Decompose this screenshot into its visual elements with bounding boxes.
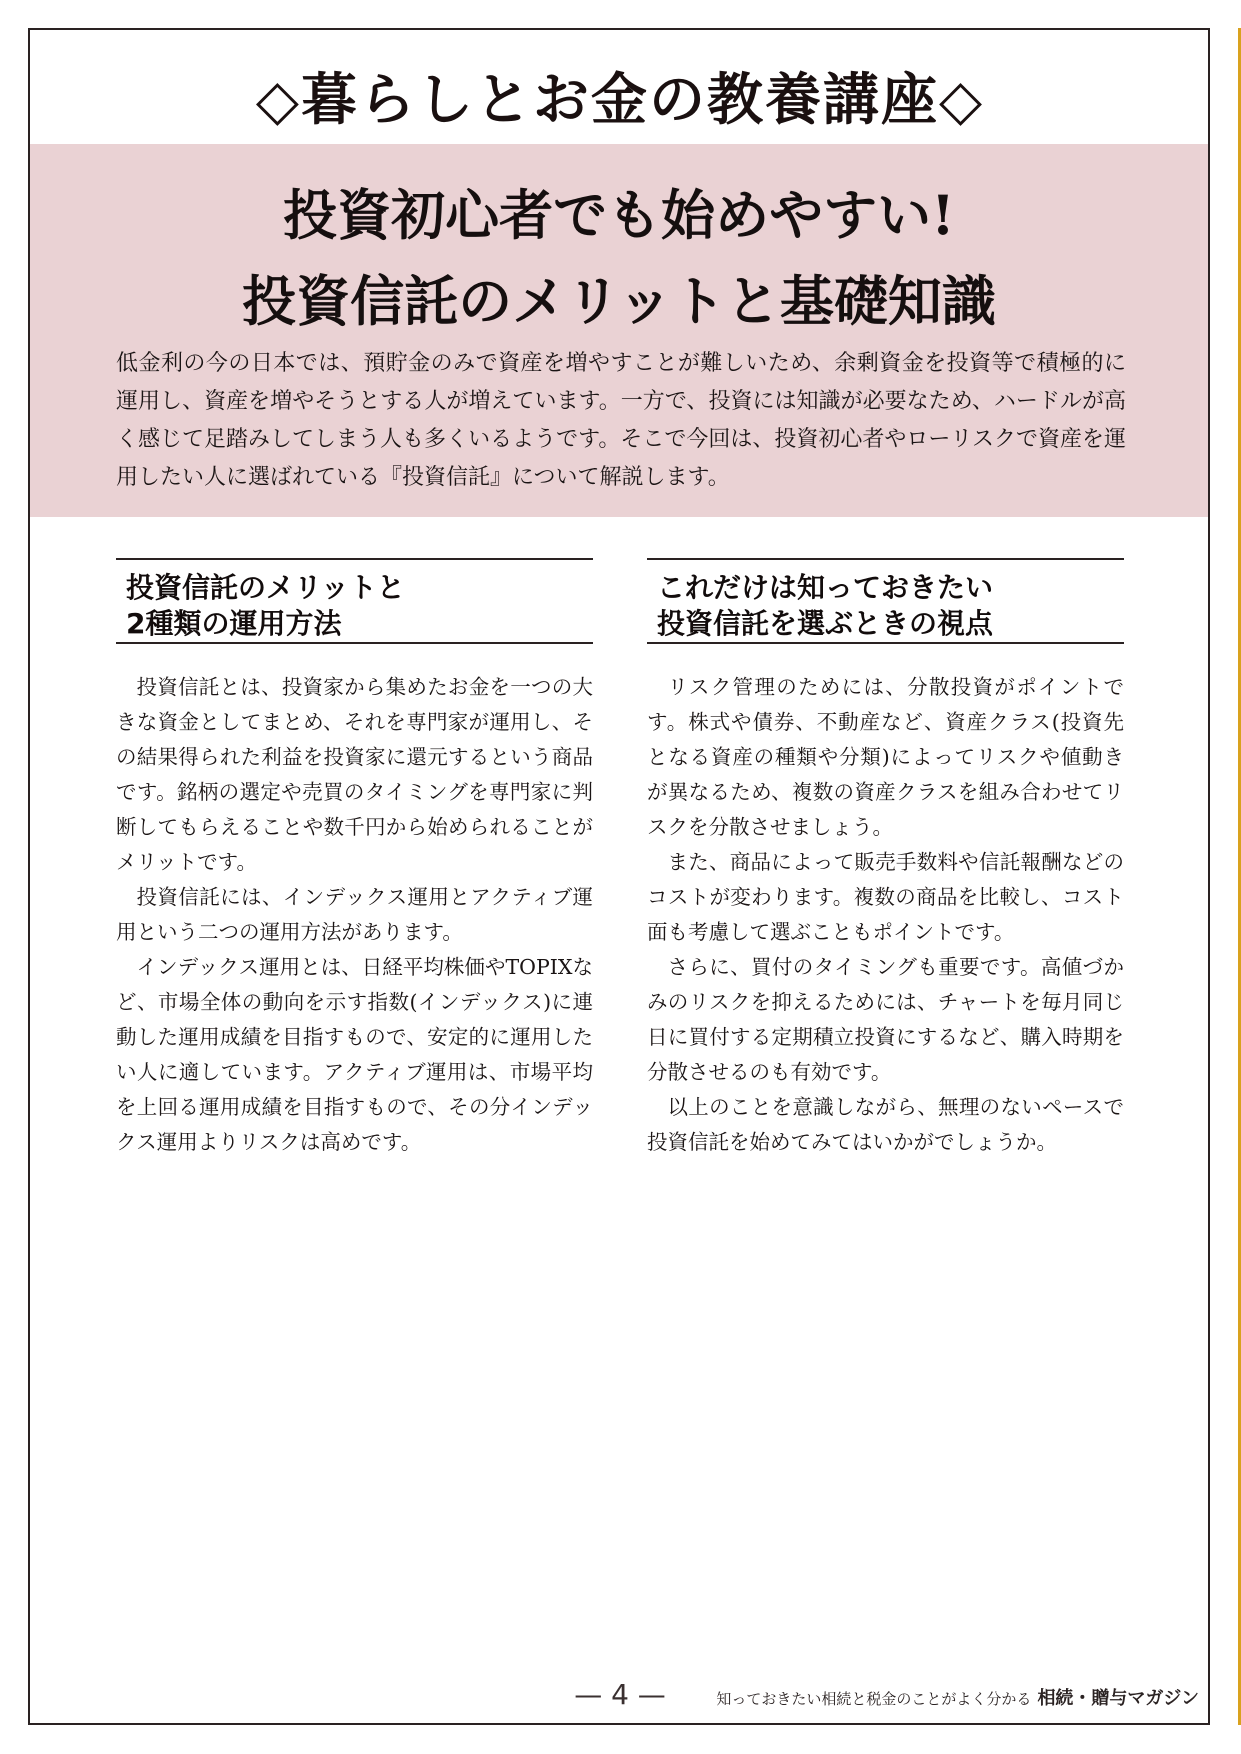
right-paragraph: リスク管理のためには、分散投資がポイントです。株式や債券、不動産など、資産クラス(投資先となる資産の種類や分類)によってリスクや値動きが異なるため、複数の資産クラスを組み合わせてリスクを分散させましょう。 [647, 675, 1124, 839]
right-heading-line-2: 投資信託を選ぶときの視点 [657, 607, 994, 640]
magazine-footer [716, 1684, 1199, 1710]
left-paragraph: 投資信託には、インデックス運用とアクティブ運用という二つの運用方法があります。 [116, 885, 593, 944]
right-column [647, 558, 1124, 1160]
right-heading-line-1: これだけは知っておきたい [657, 571, 994, 604]
headline-line-2: 投資信託のメリットと基礎知識 [242, 269, 996, 333]
left-paragraph: 投資信託とは、投資家から集めたお金を一つの大きな資金としてまとめ、それを専門家が運用し、その結果得られた利益を投資家に還元するという商品です。銘柄の選定や売買のタイミングを専門家に判断してもらえることや数千円から始められることがメリットです。 [116, 675, 593, 874]
left-paragraph: インデックス運用とは、日経平均株価やTOPIXなど、市場全体の動向を示す指数(インデックス)に連動した運用成績を目指すもので、安定的に運用したい人に適しています。アクティブ運用は、市場平均を上回る運用成績を目指すもので、その分インデックス運用よりリスクは高めです。 [116, 955, 593, 1154]
magazine-tagline: 知っておきたい相続と税金のことがよく分かる [716, 1690, 1032, 1708]
magazine-name: 相続・贈与マガジン [1037, 1688, 1199, 1709]
right-paragraph: さらに、買付のタイミングも重要です。高値づかみのリスクを抑えるためには、チャートを毎月同じ日に買付する定期積立投資にするなど、購入時期を分散させるのも有効です。 [647, 955, 1124, 1084]
series-title: ◇暮らしとお金の教養講座◇ [255, 68, 985, 133]
right-column-heading [647, 558, 1124, 644]
lead-paragraph: 低金利の今の日本では、預貯金のみで資産を増やすことが難しいため、余剰資金を投資等で積極的に運用し、資産を増やそうとする人が増えています。一方で、投資には知識が必要なため、ハードルが高く感じて足踏みしてしまう人も多くいるようです。そこで今回は、投資初心者やローリスクで資産を運用したい人に選ばれている『投資信託』について解説します。 [116, 351, 1126, 490]
headline [30, 172, 1208, 344]
headline-line-1: 投資初心者でも始めやすい! [283, 183, 955, 247]
left-column [116, 558, 593, 1160]
right-column-body [647, 670, 1124, 1160]
left-heading-line-1: 投資信託のメリットと [126, 571, 405, 604]
left-column-body [116, 670, 593, 1160]
left-heading-line-2: 2種類の運用方法 [126, 607, 342, 640]
right-paragraph: また、商品によって販売手数料や信託報酬などのコストが変わります。複数の商品を比較し、コスト面も考慮して選ぶこともポイントです。 [647, 850, 1124, 944]
right-paragraph: 以上のことを意識しながら、無理のないペースで投資信託を始めてみてはいかがでしょうか。 [647, 1095, 1124, 1154]
left-column-heading [116, 558, 593, 644]
page-number: — 4 — [574, 1678, 666, 1711]
